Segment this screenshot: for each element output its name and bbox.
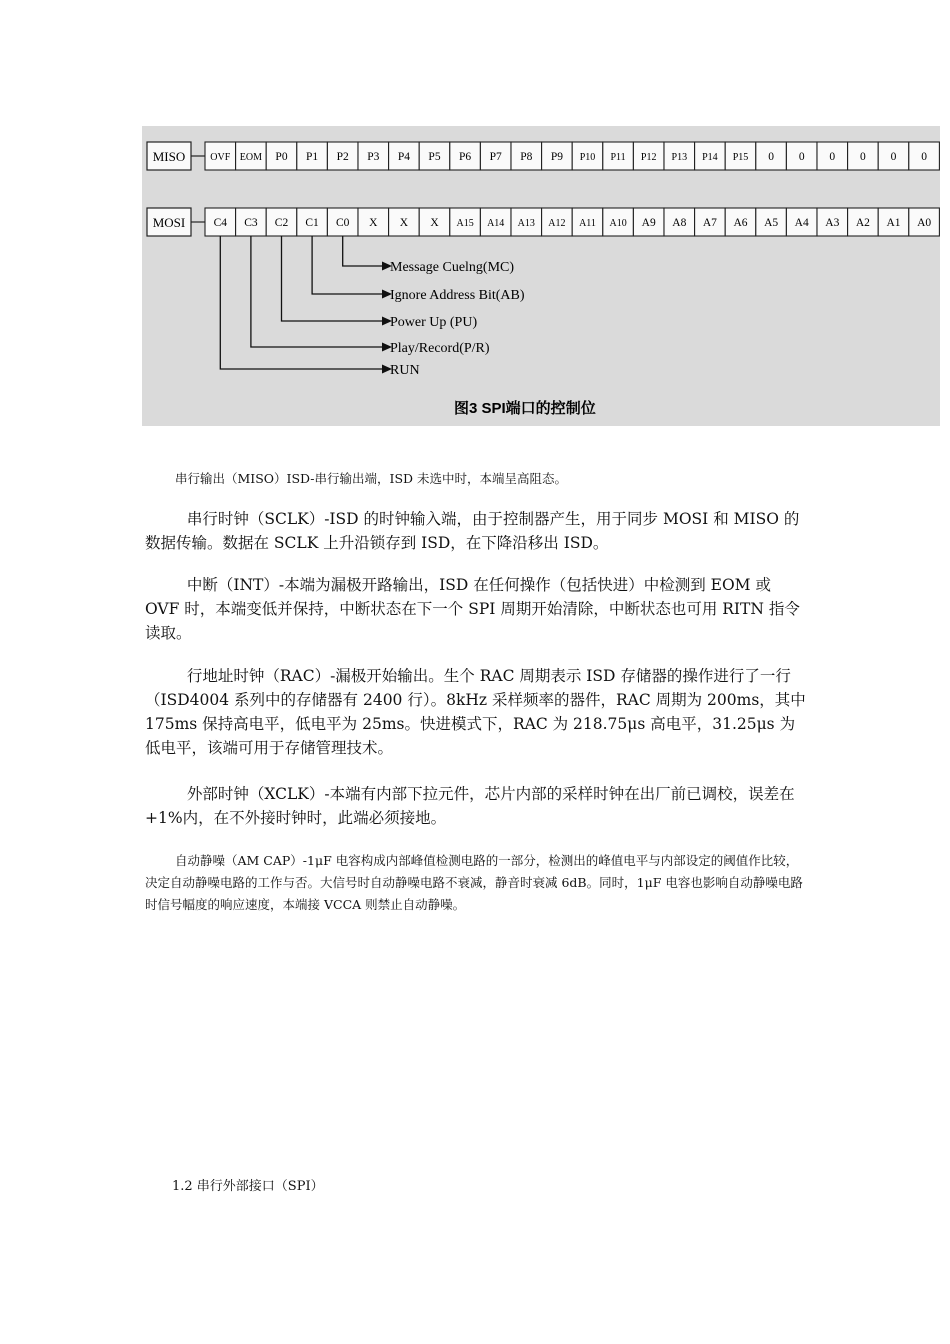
arrow-label: Ignore Address Bit(AB) xyxy=(390,288,525,303)
mosi-cell-label: A15 xyxy=(456,218,474,229)
mosi-cell-label: C1 xyxy=(305,217,319,229)
arrow-label: RUN xyxy=(390,363,420,378)
miso-cell-label: 0 xyxy=(890,151,897,163)
mosi-cell-label: A12 xyxy=(548,218,566,229)
mosi-cell-label: A7 xyxy=(702,217,717,229)
miso-cell-label: 0 xyxy=(798,151,805,163)
mosi-cell-label: A0 xyxy=(917,217,932,229)
miso-cell-label: P8 xyxy=(520,151,533,163)
miso-cell-label: P11 xyxy=(610,152,626,163)
control-bit-arrows xyxy=(220,236,525,378)
mosi-cell-label: X xyxy=(399,217,409,229)
mosi-cell-label: A6 xyxy=(733,217,748,229)
section-heading: 1.2 串行外部接口（SPI） xyxy=(172,1179,324,1194)
mosi-cell-label: A2 xyxy=(855,217,870,229)
mosi-cell-label: C4 xyxy=(213,217,228,229)
paragraph-miso: 串行输出（MISO）ISD-串行输出端，ISD 未选中时，本端呈高阻态。 xyxy=(175,471,568,486)
mosi-cell-label: A14 xyxy=(487,218,505,229)
miso-cell-label: P12 xyxy=(640,152,657,163)
paragraph-xclk: 外部时钟（XCLK）-本端有内部下拉元件，芯片内部的采样时钟在出厂前已调校，误差在+1%内，在不外接时钟时，此端必须接地。 xyxy=(145,785,795,827)
mosi-cell-label: A5 xyxy=(764,217,779,229)
paragraph-rac: 行地址时钟（RAC）-漏极开始输出。生个 RAC 周期表示 ISD 存储器的操作进行了一行（ISD4004 系列中的存储器有 2400 行）。8kHz 采样频率的器件，RAC 周期为 200ms，其中 175ms 保持高电平，低电平为 25ms。快进模式下，RAC 为 218.75μs 高电平，31.25μs 为低电平，该端可用于存储管理技术。 xyxy=(145,667,806,757)
miso-cell-label: P1 xyxy=(306,151,319,163)
miso-cell-label: 0 xyxy=(921,151,927,163)
miso-cell-label: 0 xyxy=(860,151,866,163)
miso-cell-label: P9 xyxy=(550,151,563,163)
miso-cell-label: 0 xyxy=(829,151,836,163)
miso-label: MISO xyxy=(152,149,186,164)
mosi-cell-label: A4 xyxy=(794,217,809,229)
arrow-line xyxy=(220,236,382,369)
spi-control-bits-figure xyxy=(142,126,940,426)
miso-cell-label: OVF xyxy=(210,152,231,163)
arrow-label: Power Up (PU) xyxy=(390,315,478,330)
mosi-cell-label: C0 xyxy=(335,217,350,229)
mosi-cell-label: C3 xyxy=(244,217,258,229)
arrow-line xyxy=(251,236,382,347)
miso-cell-label: 0 xyxy=(768,151,774,163)
miso-cell-label: P2 xyxy=(336,151,349,163)
miso-cell-label: P0 xyxy=(275,151,288,163)
spi-diagram xyxy=(142,126,940,426)
miso-cell-label: P4 xyxy=(397,151,410,163)
mosi-cell-label: A8 xyxy=(672,217,687,229)
figure-caption: 图3 SPI端口的控制位 xyxy=(454,400,596,417)
mosi-cell-label: A10 xyxy=(609,218,627,229)
miso-register-row xyxy=(147,142,939,170)
mosi-cell-label: A13 xyxy=(517,218,535,229)
mosi-cell-label: A3 xyxy=(825,217,840,229)
paragraph-int: 中断（INT）-本端为漏极开路输出，ISD 在任何操作（包括快进）中检测到 EOM 或 OVF 时，本端变低并保持，中断状态在下一个 SPI 周期开始清除，中断状态也可用 RITN 指令读取。 xyxy=(145,576,800,642)
miso-cell-label: P7 xyxy=(489,151,502,163)
paragraph-sclk: 串行时钟（SCLK）-ISD 的时钟输入端，由于控制器产生，用于同步 MOSI 和 MISO 的数据传输。数据在 SCLK 上升沿锁存到 ISD，在下降沿移出 ISD。 xyxy=(145,510,800,552)
miso-cell-label: P15 xyxy=(732,152,749,163)
arrow-label: Message Cuelng(MC) xyxy=(390,260,515,275)
miso-cell-label: EOM xyxy=(239,152,263,163)
arrow-label: Play/Record(P/R) xyxy=(390,341,490,356)
arrow-line xyxy=(343,236,382,266)
miso-cell-label: P14 xyxy=(702,152,718,163)
mosi-cell-label: X xyxy=(369,217,378,229)
miso-cell-label: P13 xyxy=(671,152,688,163)
mosi-cell-label: C2 xyxy=(274,217,289,229)
arrow-line xyxy=(312,236,382,294)
mosi-cell-label: X xyxy=(430,217,439,229)
mosi-cell-label: A11 xyxy=(579,218,596,229)
mosi-cell-label: A1 xyxy=(886,217,901,229)
miso-cell-label: P5 xyxy=(428,151,441,163)
miso-cell-label: P6 xyxy=(459,151,472,163)
mosi-register-row xyxy=(147,208,939,236)
miso-cell-label: P3 xyxy=(367,151,380,163)
paragraph-amcap: 自动静噪（AM CAP）-1μF 电容构成内部峰值检测电路的一部分，检测出的峰值电平与内部设定的阈值作比较，决定自动静噪电路的工作与否。大信号时自动静噪电路不衰减，静音时衰减 6dB。同时，1μF 电容也影响自动静噪电路时信号幅度的响应速度，本端接 VCCA 则禁止自动静噪。 xyxy=(145,853,803,912)
arrow-line xyxy=(282,236,383,321)
mosi-label: MOSI xyxy=(152,215,186,230)
miso-cell-label: P10 xyxy=(579,152,596,163)
mosi-cell-label: A9 xyxy=(641,217,656,229)
